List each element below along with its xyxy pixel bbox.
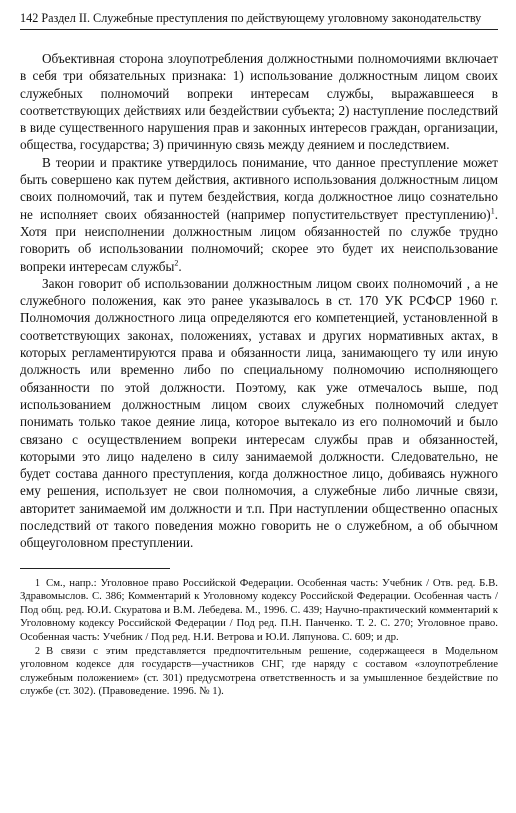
footnote-1-mark: 1: [35, 577, 40, 589]
paragraph-2-text-c: .: [178, 258, 182, 274]
footnote-ref-1: 1: [490, 206, 495, 216]
footnote-1-text: См., напр.: Уголовное право Российской Федерации. Особенная часть: Учебник / Отв. ред. Б.В. Здравомыслов. С. 386; Комментарий к Уголовному кодексу Российской Федерации. Особенная часть / Под общ. ред. Ю.И. Скуратова и В.М. Лебедева. М., 1996. С. 439; Научно-практический комментарий к Уголовному кодексу Российской Федерации / Под ред. П.Н. Панченко. Т. 2. С. 270; Уголовное право. Особенная часть: Учебник / Под ред. Н.И. Ветрова и Ю.И. Ляпунова. С. 609; и др.: [20, 576, 498, 643]
footnote-ref-2: 2: [174, 258, 179, 268]
paragraph-2-text-b: . Хотя при неисполнении должностным лицом обязанностей по службе трудно говорить об использовании полномочий; скорее это будет их неиспользование вопреки интересам службы: [20, 206, 498, 274]
footnote-2-text: В связи с этим представляется предпочтительным решение, содержащееся в Модельном уголовном кодексе для государств—участников СНГ, где наряду с составом «злоупотребление служебным положением» (ст. 301) предусмотрена ответственность и за умышленное бездействие по службе (ст. 302). (Правоведение. 1996. № 1).: [20, 644, 498, 698]
paragraph-2: [20, 154, 498, 275]
running-head: 142 Раздел II. Служебные преступления по действующему уголовному законодательству: [20, 10, 498, 30]
footnote-divider: [20, 568, 170, 569]
paragraph-1: Объективная сторона злоупотребления должностными полномочиями включает в себя три обязательных признака: 1) использование должностным лицом своих служебных полномочий вопреки интересам службы, выражавшееся в соответствующих действиях или бездействии субъекта; 2) наступление последствий в виде существенного нарушения прав и законных интересов граждан, организации, общества, государства; 3) причинную связь между деянием и последствием.: [20, 51, 498, 153]
paragraph-2-text-a: В теории и практике утвердилось понимание, что данное преступление может быть совершено как путем действия, активного использования должностным лицом своих полномочий, так и путем бездействия, когда должностное лицо сознательно не исполняет своих обязанностей (например попустительствует преступлению): [20, 154, 498, 222]
footnote-1: [20, 577, 498, 645]
footnote-2: [20, 645, 498, 699]
footnote-2-mark: 2: [35, 645, 40, 657]
paragraph-3: Закон говорит об использовании должностным лицом своих полномочий , а не служебного положения, как это ранее указывалось в ст. 170 УК РСФСР 1960 г. Полномочия должностного лица определяются его компетенцией, установленной в соответствующих законах, положениях, уставах и других нормативных актах, в которых регламентируются права и обязанности лица, занимающего ту или иную должность или временно либо по специальному полномочию исполняющего обязанности по этой должности. Поэтому, как уже отмечалось выше, под использованием должностным лицом своих служебных полномочий следует понимать только такое деяние лица, которое вытекало из его полномочий и было связано с осуществлением вопреки интересам службы прав и обязанностей, которыми это лицо наделено в силу занимаемой должности. Следовательно, не будет состава данного преступления, когда должностное лицо, добиваясь нужного ему решения, использует не свои полномочия, а служебные либо личные связи, авторитет занимаемой им должности и т.п. При наступлении общественно опасных последствий от такого поведения можно говорить не о служебном, а об обычном общеуголовном преступлении.: [20, 275, 498, 551]
